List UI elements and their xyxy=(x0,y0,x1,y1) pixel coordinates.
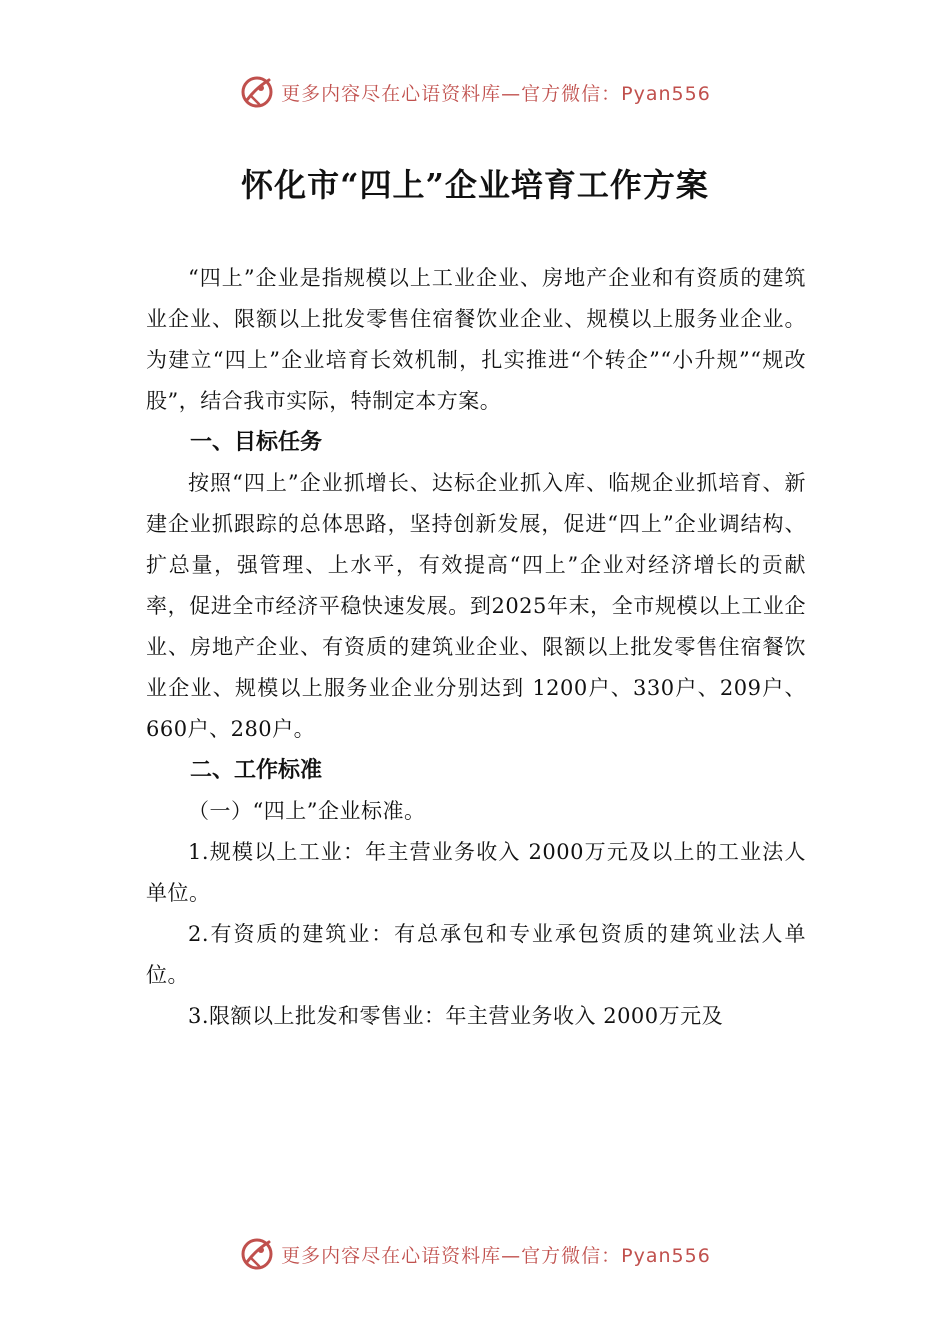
criteria-item-industry: 1.规模以上工业：年主营业务收入 2000万元及以上的工业法人单位。 xyxy=(146,840,806,905)
watermark-text: 更多内容尽在心语资料库—官方微信：Pyan556 xyxy=(281,82,711,105)
subsection-heading-criteria: （一）“四上”企业标准。 xyxy=(188,799,426,823)
watermark-header xyxy=(0,72,950,112)
criteria-item-construction: 2.有资质的建筑业：有总承包和专业承包资质的建筑业法人单位。 xyxy=(146,922,806,987)
watermark-footer xyxy=(0,1234,950,1274)
goals-paragraph: 按照“四上”企业抓增长、达标企业抓入库、临规企业抓培育、新建企业抓跟踪的总体思路，坚持创新发展，促进“四上”企业调结构、扩总量，强管理、上水平，有效提高“四上”企业对经济增长的贡献率，促进全市经济平稳快速发展。到2025年末，全市规模以上工业企业、房地产企业、有资质的建筑业企业、限额以上批发零售住宿餐饮业企业、规模以上服务业企业分别达到 1200户、330户、209户、660户、280户。 xyxy=(146,471,806,741)
intro-paragraph: “四上”企业是指规模以上工业企业、房地产企业和有资质的建筑业企业、限额以上批发零售住宿餐饮业企业、规模以上服务业企业。为建立“四上”企业培育长效机制，扎实推进“个转企”“小升规”“规改股”，结合我市实际，特制定本方案。 xyxy=(146,266,806,413)
document-body xyxy=(146,258,806,1037)
section-heading-standards: 二、工作标准 xyxy=(190,758,323,783)
section-heading-goals: 一、目标任务 xyxy=(190,430,323,455)
watermark-text: 更多内容尽在心语资料库—官方微信：Pyan556 xyxy=(281,1244,711,1267)
document-title: 怀化市“四上”企业培育工作方案 xyxy=(241,166,709,204)
brush-logo-icon xyxy=(239,1236,275,1272)
brush-logo-icon xyxy=(239,74,275,110)
criteria-item-wholesale-retail: 3.限额以上批发和零售业：年主营业务收入 2000万元及 xyxy=(188,1004,724,1028)
